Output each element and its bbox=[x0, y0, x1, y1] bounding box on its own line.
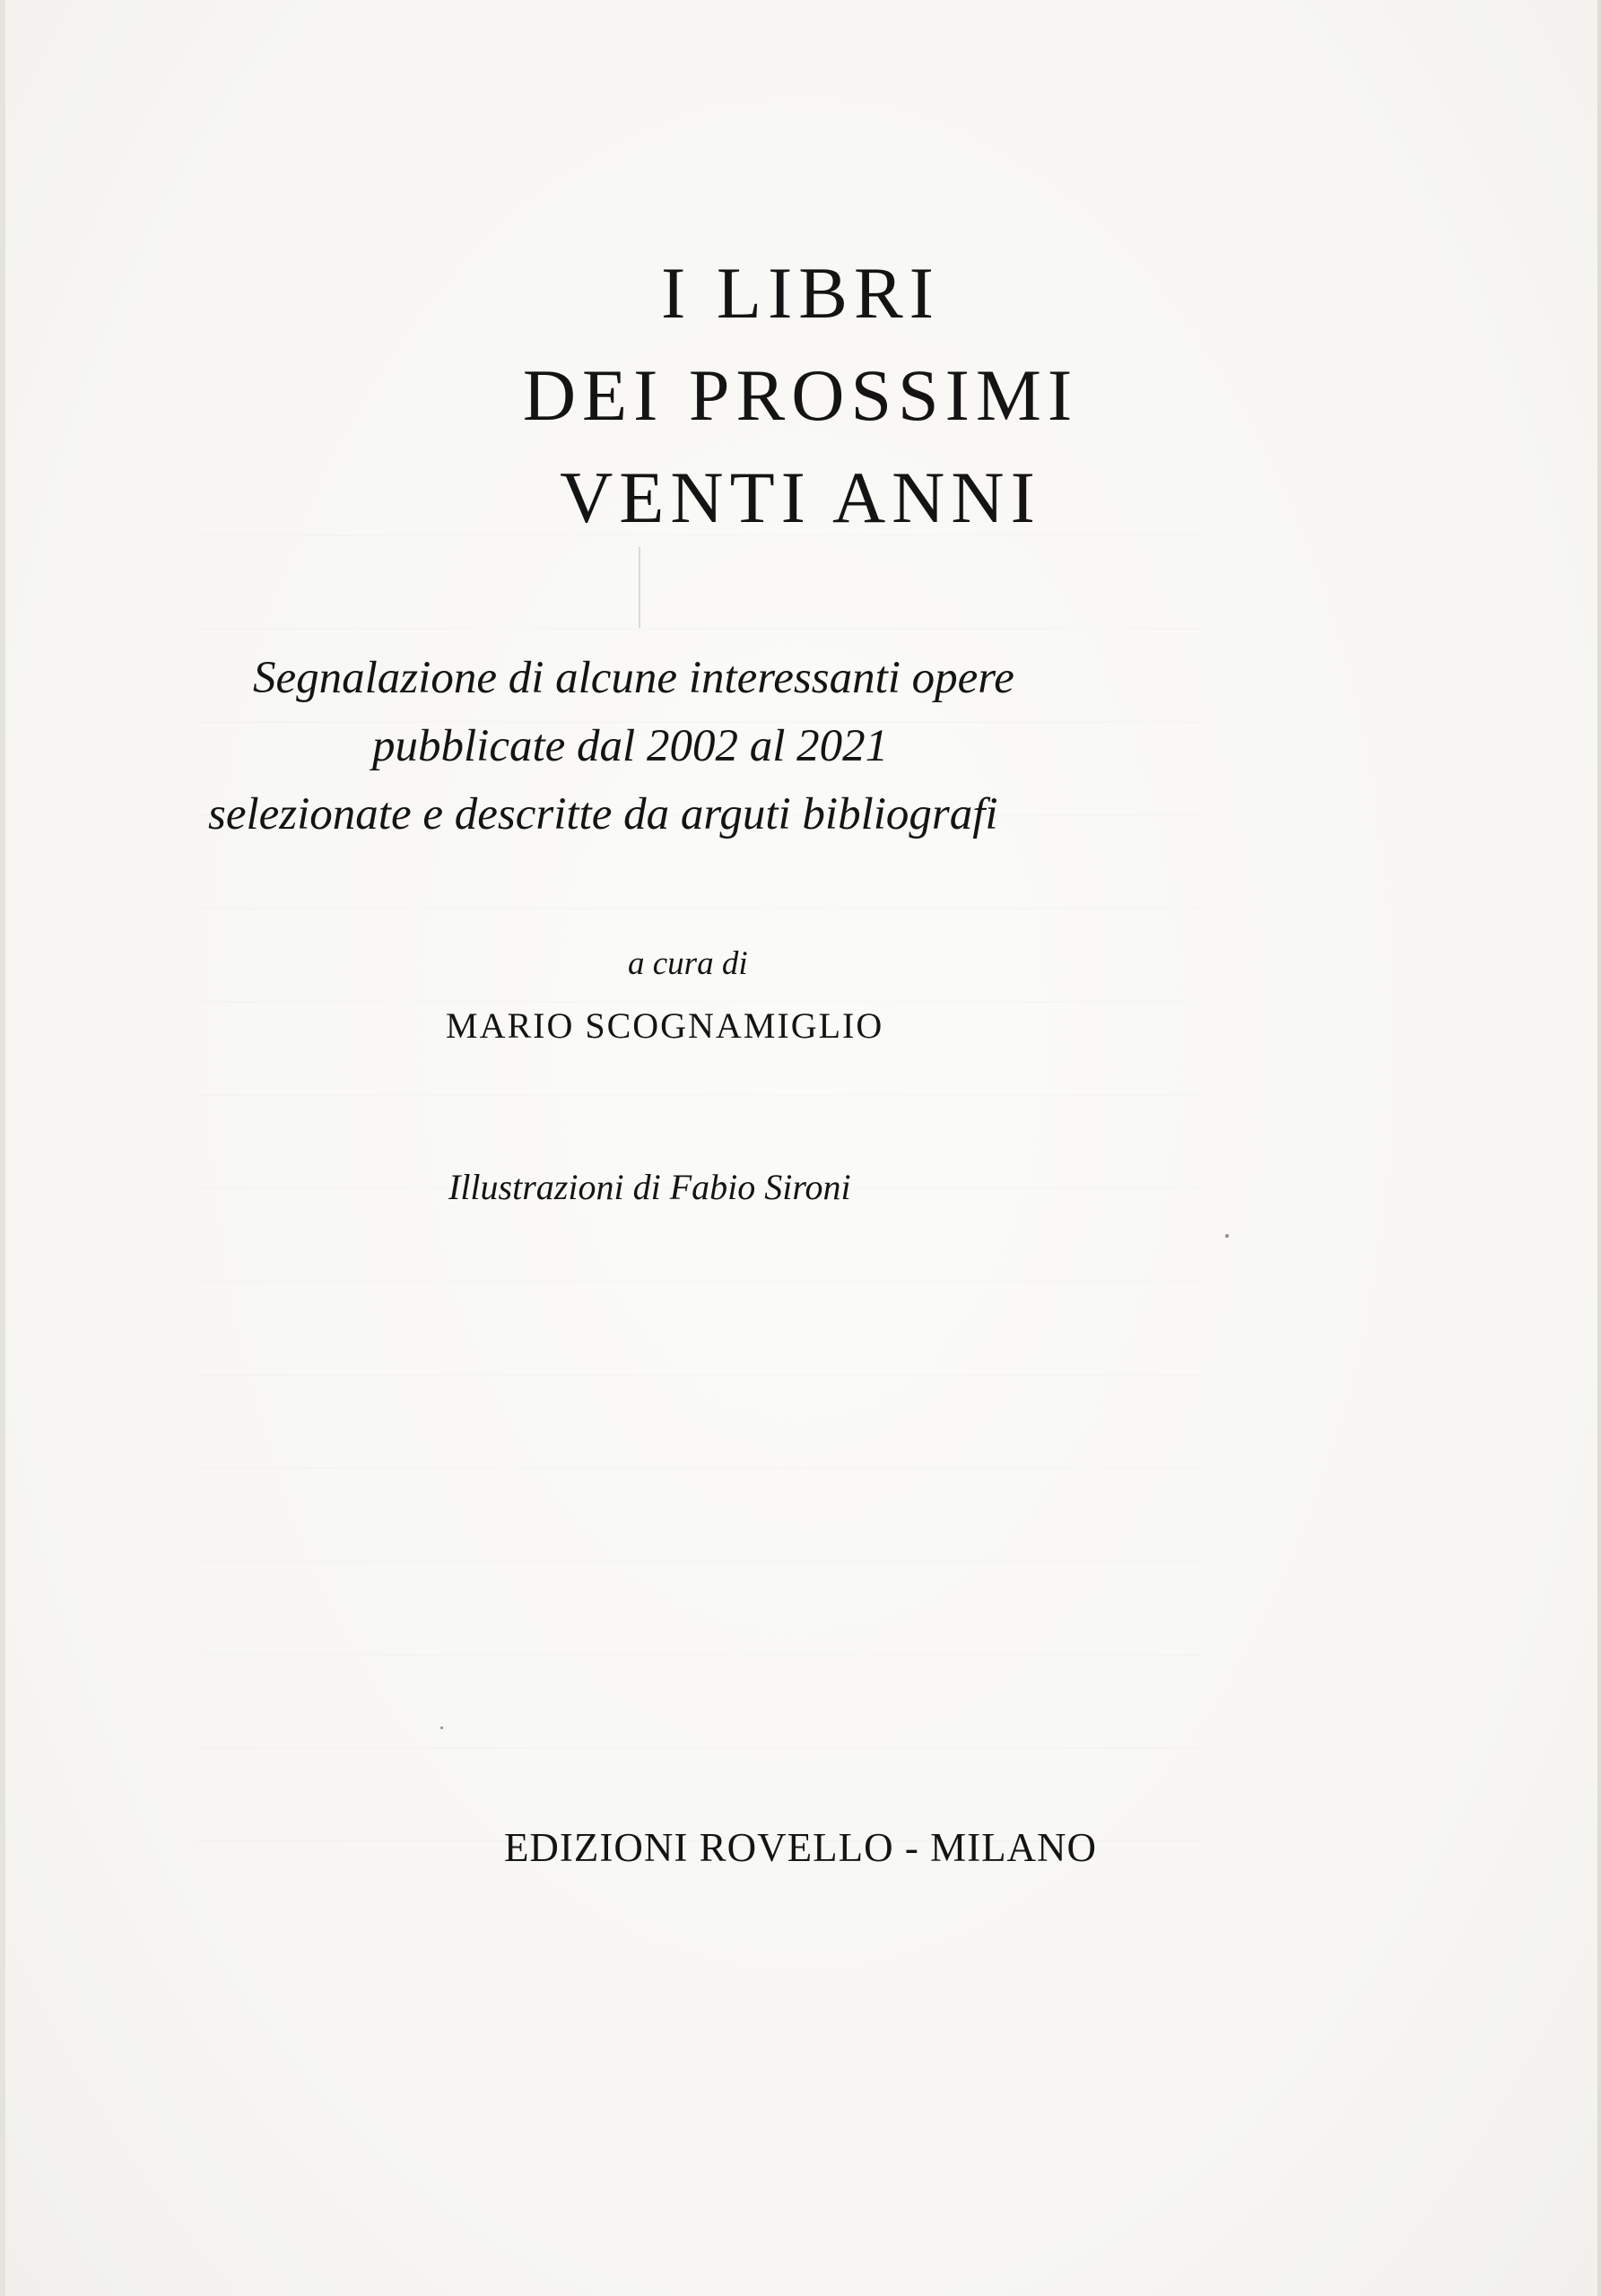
book-subtitle bbox=[0, 644, 1601, 848]
book-title bbox=[0, 242, 1601, 549]
subtitle-line: Segnalazione di alcune interessanti opere bbox=[253, 653, 1014, 703]
curator-label: a cura di bbox=[628, 945, 748, 982]
illustrations-credit: Illustrazioni di Fabio Sironi bbox=[448, 1167, 851, 1207]
curator-name: MARIO SCOGNAMIGLIO bbox=[446, 1005, 884, 1046]
bleed-through-rule bbox=[639, 547, 640, 628]
publisher-imprint: EDIZIONI ROVELLO - MILANO bbox=[503, 1825, 1098, 1870]
subtitle-line: selezionate e descritte da arguti bibliografi bbox=[208, 789, 998, 839]
paper-speck bbox=[440, 1726, 443, 1729]
title-line: DEI PROSSIMI bbox=[522, 354, 1079, 436]
paper-speck bbox=[1225, 1234, 1229, 1238]
title-line: I LIBRI bbox=[661, 252, 940, 334]
subtitle-line: pubblicate dal 2002 al 2021 bbox=[372, 721, 889, 771]
title-line: VENTI ANNI bbox=[560, 457, 1041, 538]
